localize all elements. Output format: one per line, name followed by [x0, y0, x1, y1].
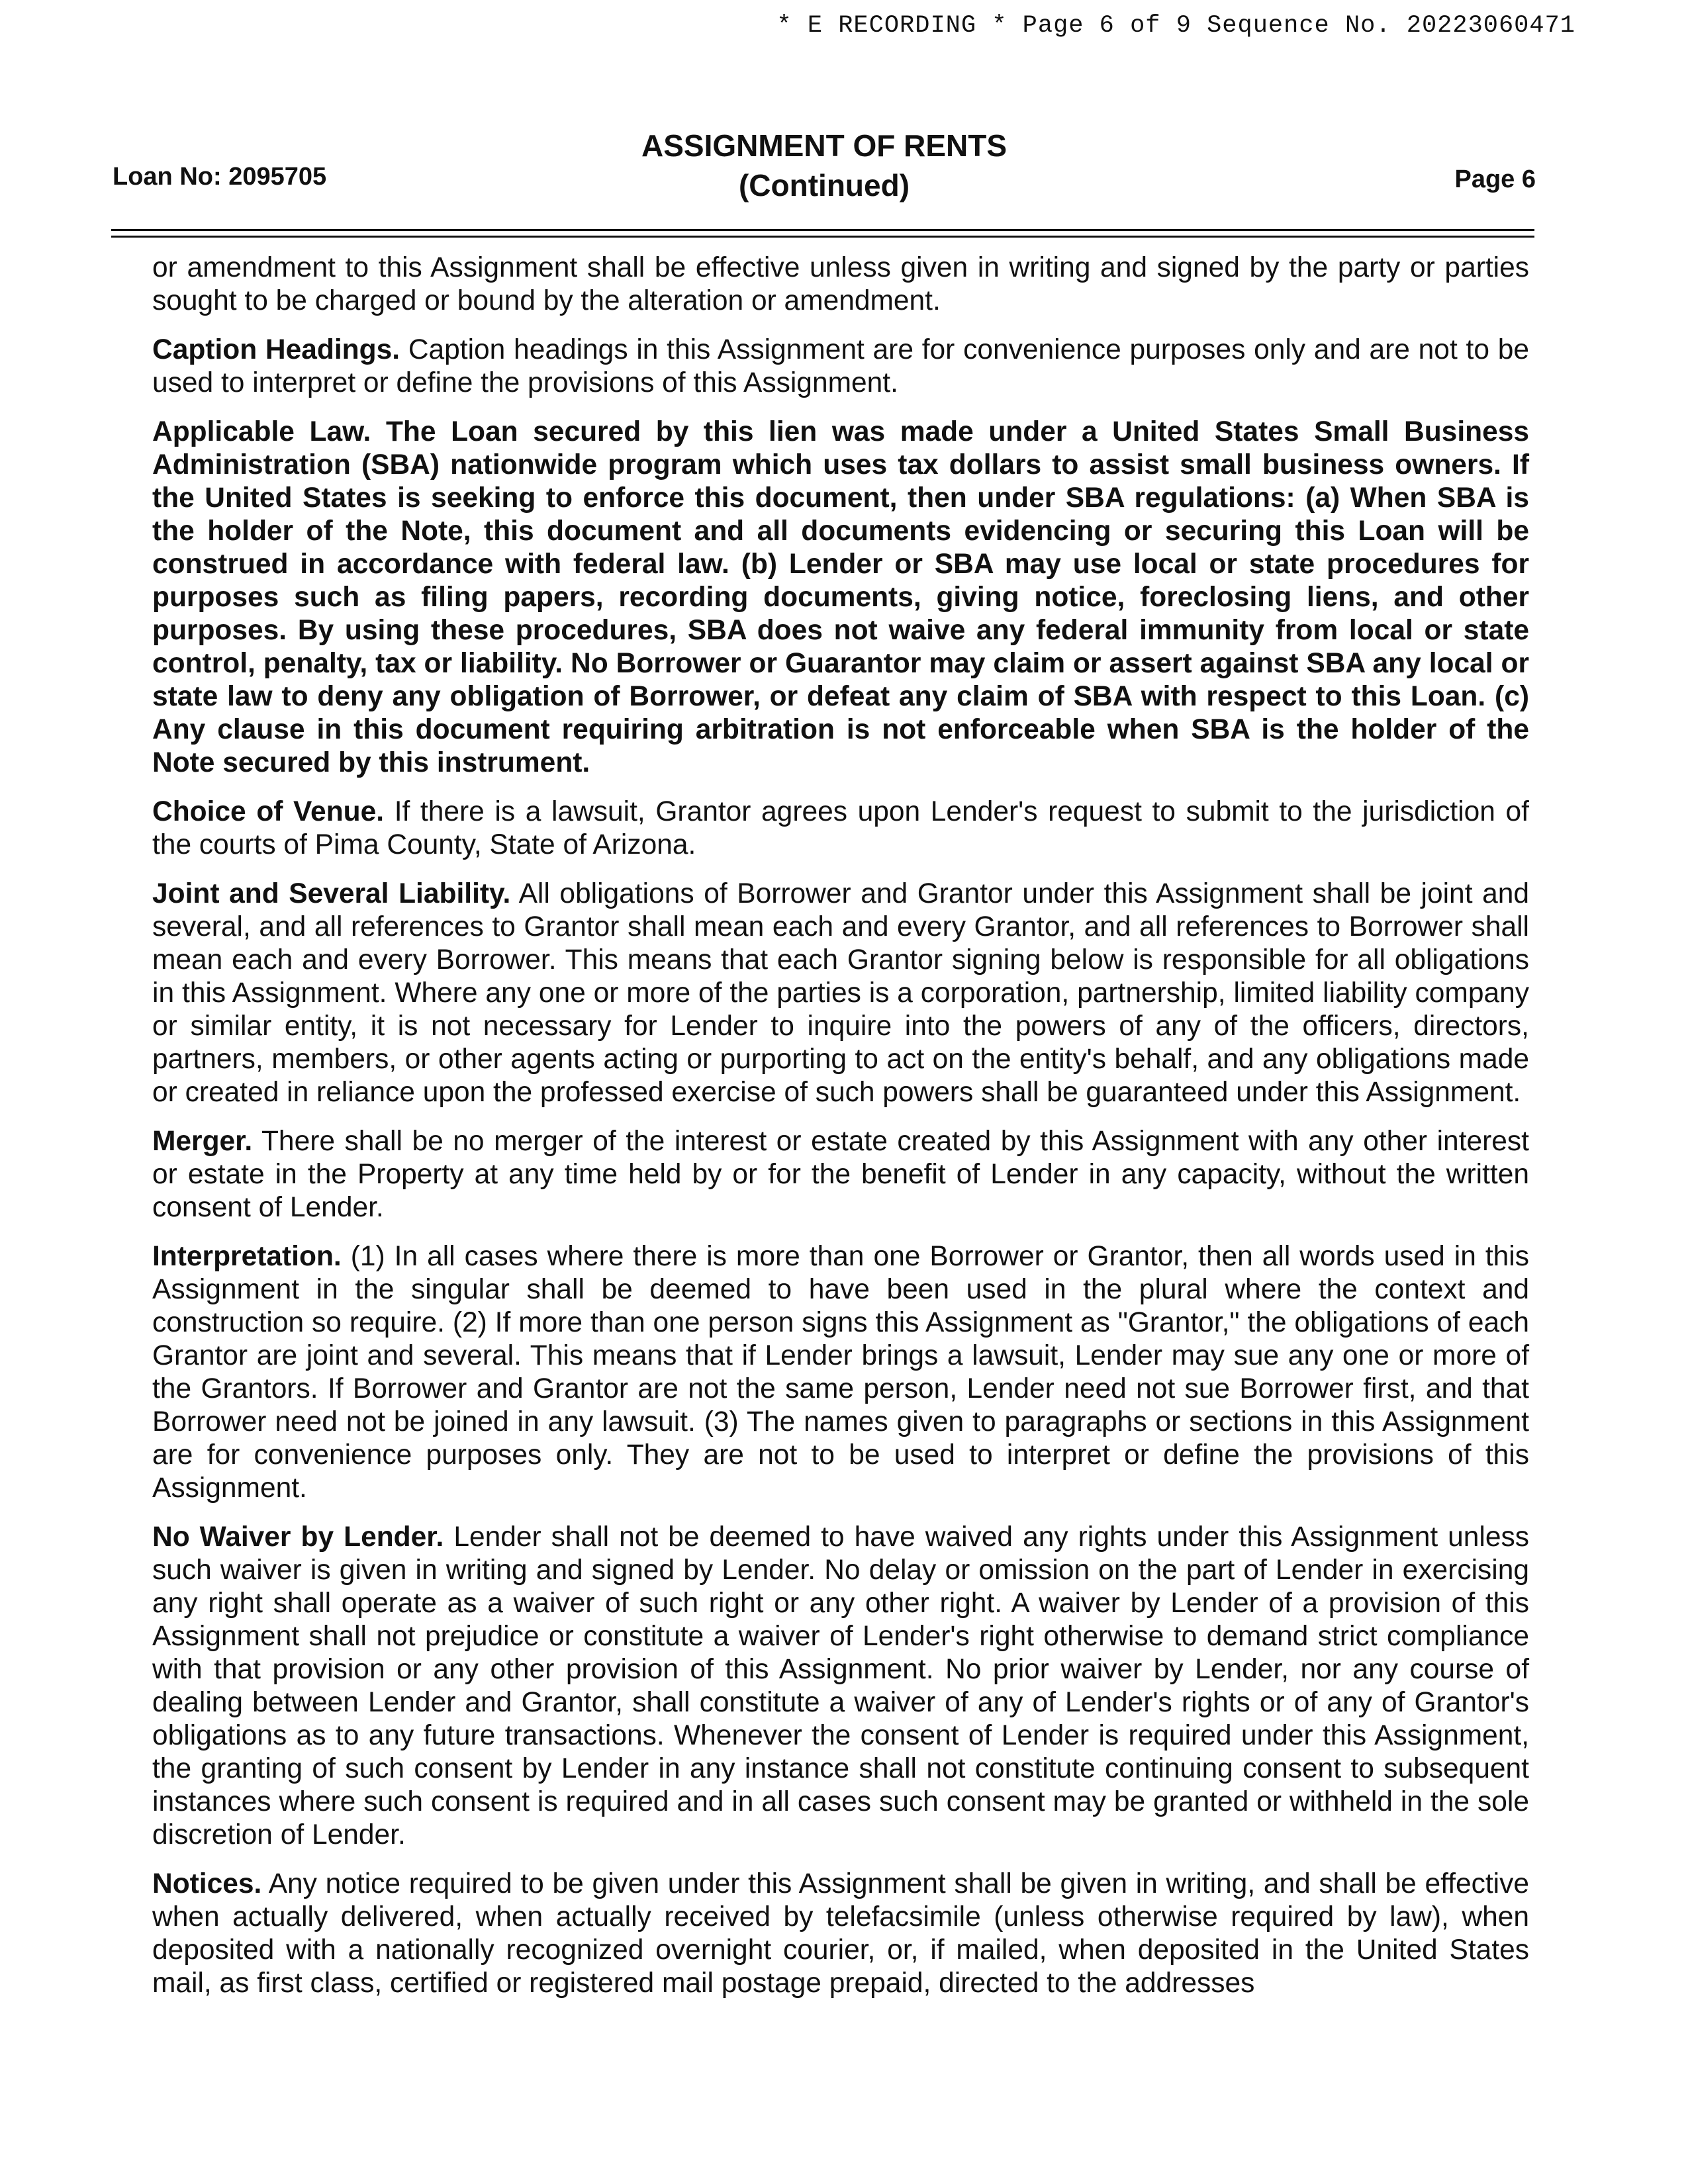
page-number: Page 6 — [1454, 165, 1536, 193]
paragraph-text: or amendment to this Assignment shall be effective unless given in writing and signed by the party or parties sought to be charged or bound by the alteration or amendment. — [152, 252, 1529, 316]
recording-stamp: * E RECORDING * Page 6 of 9 Sequence No. 20223060471 — [776, 12, 1575, 40]
paragraph-heading: Choice of Venue. — [152, 796, 385, 827]
paragraph-text: Lender shall not be deemed to have waived any rights under this Assignment unless such waiver is given in writing and signed by Lender. No delay or omission on the part of Lender in exercising any right shall operate as a waiver of such right or any other right. A waiver by Lender of a provision of this Assignment shall not prejudice or constitute a waiver of Lender's right otherwise to demand strict compliance with that provision or any other provision of this Assignment. No prior waiver by Lender, nor any course of dealing between Lender and Grantor, shall constitute a waiver of any of Lender's rights or of any of Grantor's obligations as to any future transactions. Whenever the consent of Lender is required under this Assignment, the granting of such consent by Lender in any instance shall not constitute continuing consent to subsequent instances where such consent is required and in all cases such consent may be granted or withheld in the sole discretion of Lender. — [152, 1522, 1530, 1850]
header-rule-top — [111, 229, 1534, 231]
paragraph-heading: Caption Headings. — [152, 334, 400, 365]
paragraph-heading: Interpretation. — [152, 1241, 342, 1272]
paragraph-no-waiver — [152, 1521, 1529, 1852]
document-body — [152, 251, 1529, 2016]
paragraph-heading: Notices. — [152, 1868, 262, 1899]
paragraph-text: If there is a lawsuit, Grantor agrees upon Lender's request to submit to the jurisdiction of the courts of Pima County, State of Arizona. — [152, 796, 1529, 860]
paragraph-text: The Loan secured by this lien was made under a United States Small Business Administration (SBA) nationwide program which uses tax dollars to assist small business owners. If the United States is seeking to enforce this document, then under SBA regulations: (a) When SBA is the holder of the Note, this document and all documents evidencing or securing this Loan will be construed in accordance with federal law. (b) Lender or SBA may use local or state procedures for purposes such as filing papers, recording documents, giving notice, foreclosing liens, and other purposes. By using these procedures, SBA does not waive any federal immunity from local or state control, penalty, tax or liability. No Borrower or Guarantor may claim or assert against SBA any local or state law to deny any obligation of Borrower, or defeat any claim of SBA with respect to this Loan. (c) Any clause in this document requiring arbitration is not enforceable when SBA is the holder of the Note secured by this instrument. — [152, 416, 1529, 778]
paragraph-caption-headings — [152, 334, 1529, 400]
document-header — [113, 126, 1536, 205]
paragraph-text: All obligations of Borrower and Grantor under this Assignment shall be joint and several, and all references to Grantor shall mean each and every Grantor, and all references to Borrower shall mean each and every Borrower. This means that each Grantor signing below is responsible for all obligations in this Assignment. Where any one or more of the parties is a corporation, partnership, limited liability company or similar entity, it is not necessary for Lender to inquire into the powers of any of the officers, directors, partners, members, or other agents acting or purporting to act on the entity's behalf, and any obligations made or created in reliance upon the professed exercise of such powers shall be guaranteed under this Assignment. — [152, 878, 1530, 1108]
paragraph-notices — [152, 1868, 1529, 2000]
paragraph-heading: No Waiver by Lender. — [152, 1522, 444, 1553]
paragraph-heading: Applicable Law. — [152, 416, 371, 447]
paragraph-choice-of-venue — [152, 796, 1529, 862]
paragraph-amendment — [152, 251, 1529, 318]
document-subtitle: (Continued) — [738, 168, 910, 203]
paragraph-text: (1) In all cases where there is more than one Borrower or Grantor, then all words used in this Assignment in the singular shall be deemed to have been used in the plural where the context and construction so require. (2) If more than one person signs this Assignment as "Grantor," the obligations of each Grantor are joint and several. This means that if Lender brings a lawsuit, Lender may sue any one or more of the Grantors. If Borrower and Grantor are not the same person, Lender need not sue Borrower first, and that Borrower need not be joined in any lawsuit. (3) The names given to paragraphs or sections in this Assignment are for convenience purposes only. They are not to be used to interpret or define the provisions of this Assignment. — [152, 1241, 1529, 1504]
paragraph-joint-several-liability — [152, 878, 1529, 1109]
document-title: ASSIGNMENT OF RENTS — [641, 128, 1008, 163]
loan-number: Loan No: 2095705 — [113, 163, 327, 191]
paragraph-text: Any notice required to be given under this Assignment shall be given in writing, and shall be effective when actually delivered, when actually received by telefacsimile (unless otherwise required by law), when deposited with a nationally recognized overnight courier, or, if mailed, when deposited in the United States mail, as first class, certified or registered mail postage prepaid, directed to the addresses — [152, 1868, 1529, 1999]
paragraph-merger — [152, 1125, 1529, 1224]
paragraph-interpretation — [152, 1240, 1529, 1505]
paragraph-text: There shall be no merger of the interest or estate created by this Assignment with any other interest or estate in the Property at any time held by or for the benefit of Lender in any capacity, without the written consent of Lender. — [152, 1126, 1529, 1223]
header-rule-bottom — [111, 236, 1534, 238]
paragraph-heading: Merger. — [152, 1126, 253, 1157]
title-block — [113, 126, 1536, 205]
paragraph-text: Caption headings in this Assignment are for convenience purposes only and are not to be used to interpret or define the provisions of this Assignment. — [152, 334, 1529, 398]
paragraph-heading: Joint and Several Liability. — [152, 878, 511, 909]
paragraph-applicable-law — [152, 416, 1529, 780]
